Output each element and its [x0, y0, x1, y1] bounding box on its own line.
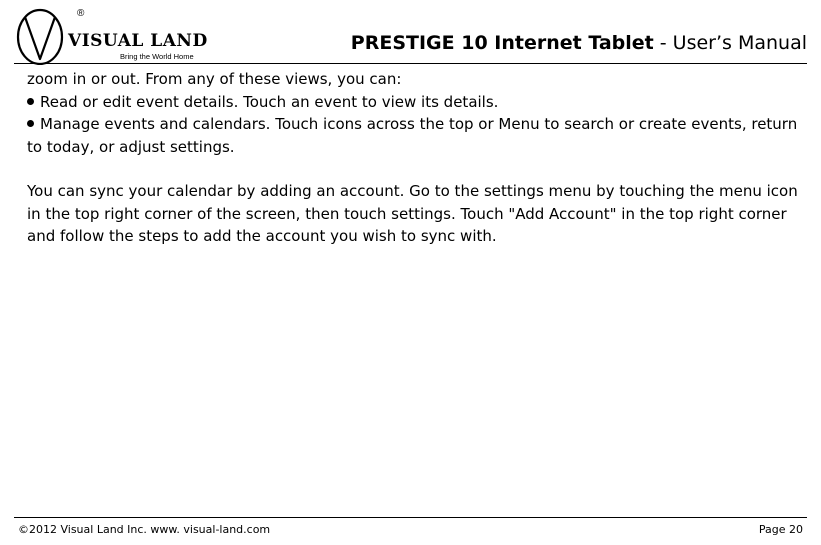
- page-content: [27, 68, 805, 248]
- manual-label: - User’s Manual: [653, 32, 807, 54]
- visual-land-logo: [14, 5, 214, 67]
- intro-line: zoom in or out. From any of these views, you can:: [27, 70, 402, 88]
- bullet-item-read-edit: [27, 91, 805, 114]
- brand-tagline: Bring the World Home: [120, 52, 194, 61]
- bullet-item-manage: [27, 113, 805, 158]
- brand-name: VISUAL LAND: [68, 31, 208, 51]
- bullet-icon: [27, 120, 34, 127]
- bullet-icon: [27, 98, 34, 105]
- product-name: PRESTIGE 10 Internet Tablet: [350, 32, 654, 54]
- paragraph-gap: [27, 158, 805, 180]
- registered-mark: ®: [77, 8, 85, 19]
- sync-paragraph: You can sync your calendar by adding an account. Go to the settings menu by touching the menu icon in the top right corner of the screen, then touch settings. Touch "Add Account" in the top right corner and follow the steps to add the account you wish to sync with.: [27, 182, 798, 245]
- bullet-text: Read or edit event details. Touch an event to view its details.: [40, 92, 499, 111]
- logo-v-emblem-icon: [14, 5, 74, 65]
- footer-divider: [14, 517, 807, 518]
- bullet-text: Manage events and calendars. Touch icons across the top or Menu to search or create events, return to today, or adjust settings.: [27, 115, 798, 156]
- page-number: Page 20: [758, 523, 803, 536]
- footer-copyright: ©2012 Visual Land Inc. www. visual-land.com: [18, 523, 271, 536]
- header-divider: [14, 63, 807, 64]
- document-title: [351, 32, 807, 54]
